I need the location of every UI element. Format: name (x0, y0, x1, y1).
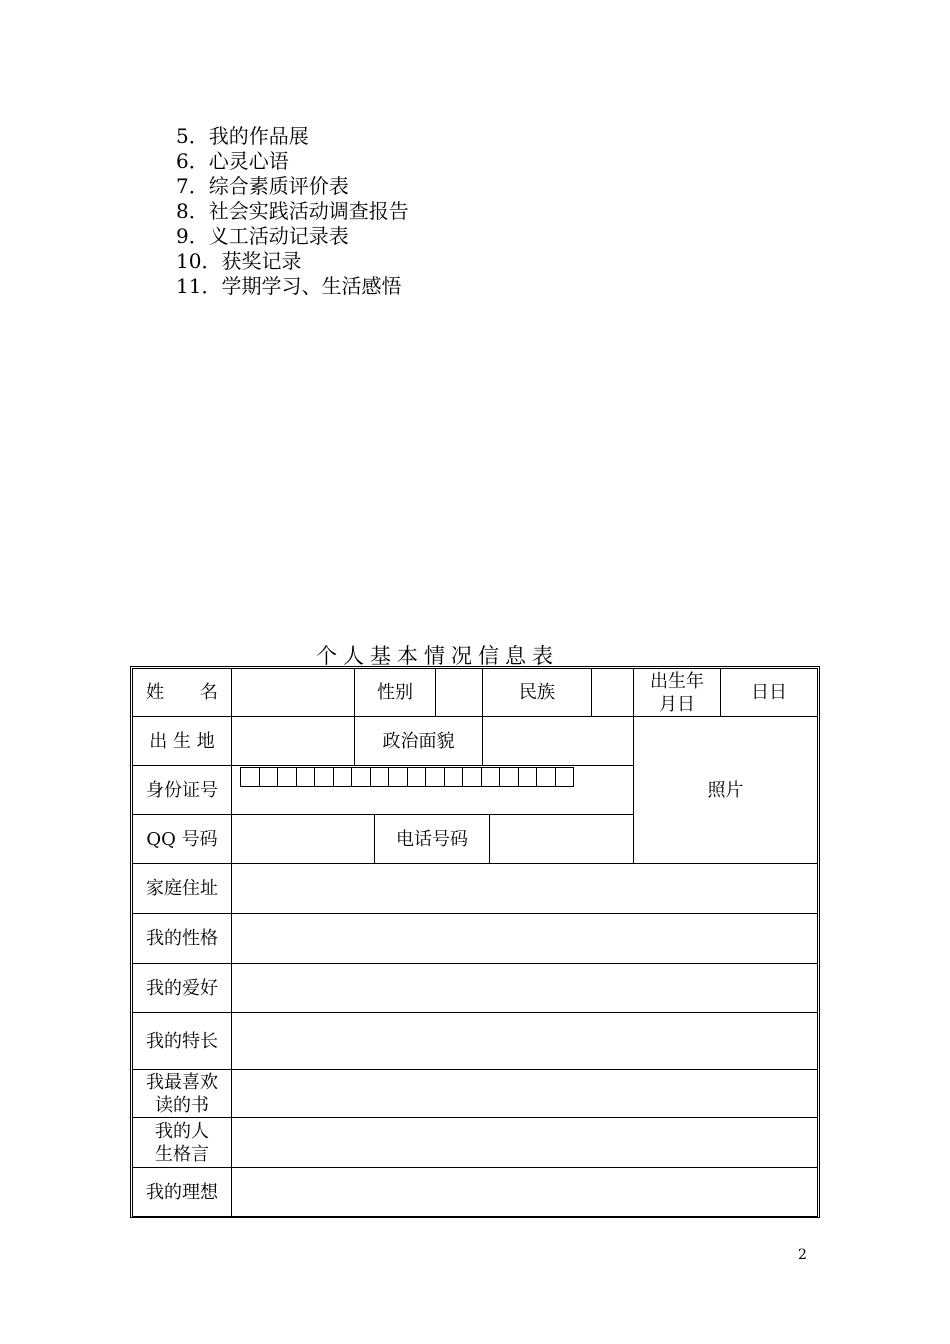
id-digit-box[interactable] (499, 767, 519, 787)
id-digit-box[interactable] (518, 767, 538, 787)
name-label: 姓 名 (132, 668, 232, 717)
page-number: 2 (798, 1247, 807, 1263)
id-digit-box[interactable] (370, 767, 390, 787)
phone-field[interactable] (489, 814, 634, 864)
id-digit-box[interactable] (333, 767, 353, 787)
ideal-field[interactable] (231, 1167, 818, 1217)
hobby-field[interactable] (231, 963, 818, 1013)
id-digit-box[interactable] (407, 767, 427, 787)
personality-label: 我的性格 (132, 913, 232, 964)
id-digit-box[interactable] (388, 767, 408, 787)
qq-label: QQ 号码 (132, 814, 232, 864)
id-digit-box[interactable] (536, 767, 556, 787)
qq-field[interactable] (231, 814, 375, 864)
favorite-book-label-line1: 我最喜欢 (146, 1071, 218, 1093)
ethnicity-label: 民族 (482, 668, 592, 717)
form-title: 个人基本情况信息表 (316, 644, 559, 668)
toc-item: 9．义工活动记录表 (176, 224, 349, 248)
birthplace-label: 出 生 地 (132, 716, 232, 766)
toc-item: 7．综合素质评价表 (176, 174, 349, 198)
life-motto-field[interactable] (231, 1117, 818, 1168)
toc-item: 11．学期学习、生活感悟 (176, 274, 402, 298)
birth-date-label-line2: 月日 (659, 693, 695, 715)
favorite-book-label-line2: 读的书 (155, 1094, 209, 1116)
id-digit-box[interactable] (240, 767, 260, 787)
id-number-digit-boxes[interactable] (240, 767, 573, 787)
favorite-book-label (132, 1069, 232, 1118)
id-digit-box[interactable] (296, 767, 316, 787)
gender-label: 性别 (354, 668, 436, 717)
talent-field[interactable] (231, 1012, 818, 1070)
id-digit-box[interactable] (277, 767, 297, 787)
hobby-label: 我的爱好 (132, 963, 232, 1013)
id-digit-box[interactable] (351, 767, 371, 787)
photo-box[interactable]: 照片 (633, 716, 818, 864)
address-label: 家庭住址 (132, 863, 232, 914)
phone-label: 电话号码 (374, 814, 490, 864)
ideal-label: 我的理想 (132, 1167, 232, 1217)
address-field[interactable] (231, 863, 818, 914)
gender-field[interactable] (435, 668, 483, 717)
id-digit-box[interactable] (425, 767, 445, 787)
birthplace-field[interactable] (231, 716, 355, 766)
id-digit-box[interactable] (314, 767, 334, 787)
life-motto-label (132, 1117, 232, 1168)
toc-item: 5．我的作品展 (176, 124, 309, 148)
political-status-field[interactable] (482, 716, 634, 766)
life-motto-label-line2: 生格言 (155, 1143, 209, 1165)
birth-date-field[interactable]: 日日 (720, 668, 818, 717)
personality-field[interactable] (231, 913, 818, 964)
id-digit-box[interactable] (555, 767, 575, 787)
id-digit-box[interactable] (462, 767, 482, 787)
toc-item: 6．心灵心语 (176, 149, 289, 173)
life-motto-label-line1: 我的人 (155, 1120, 209, 1142)
ethnicity-field[interactable] (591, 668, 634, 717)
favorite-book-field[interactable] (231, 1069, 818, 1118)
political-status-label: 政治面貌 (354, 716, 483, 766)
talent-label: 我的特长 (132, 1012, 232, 1070)
id-digit-box[interactable] (481, 767, 501, 787)
toc-item: 10．获奖记录 (176, 249, 302, 273)
id-digit-box[interactable] (259, 767, 279, 787)
table-of-contents (176, 124, 409, 299)
toc-item: 8．社会实践活动调查报告 (176, 199, 409, 223)
id-number-label: 身份证号 (132, 765, 232, 815)
birth-date-label-line1: 出生年 (650, 670, 704, 692)
birth-date-label (633, 668, 721, 717)
id-digit-box[interactable] (444, 767, 464, 787)
name-field[interactable] (231, 668, 355, 717)
